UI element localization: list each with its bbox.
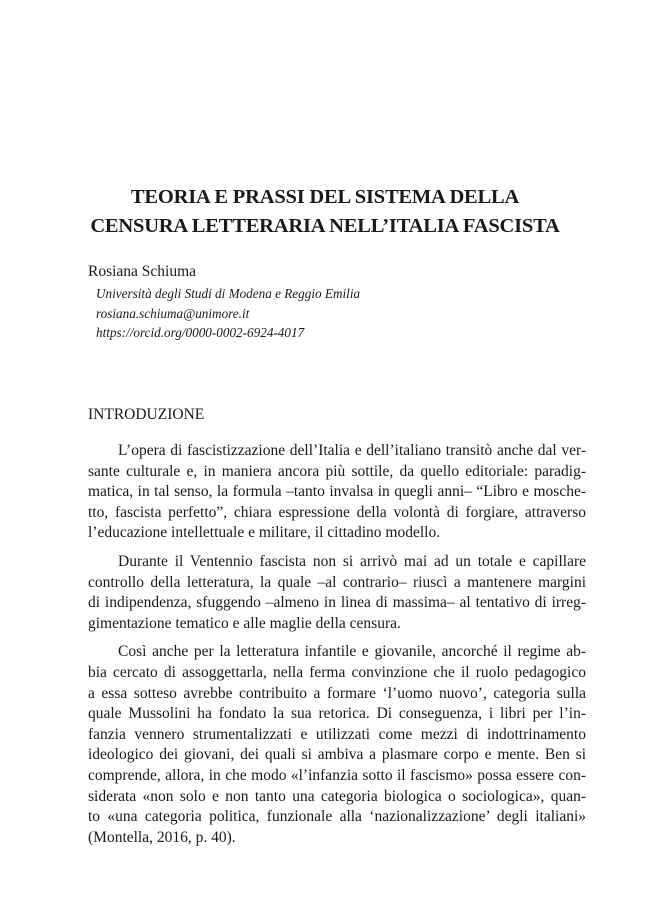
paragraph-line: matica, in tal senso, la formula –tanto invalsa in quegli anni– “Libro e mosche- bbox=[88, 483, 586, 501]
body-text bbox=[88, 441, 586, 856]
paragraph bbox=[88, 441, 586, 544]
paragraph-line: tto, fascista perfetto”, chiara espressione della volontà di forgiare, attraverso bbox=[88, 503, 586, 521]
author-orcid: https://orcid.org/0000-0002-6924-4017 bbox=[96, 325, 305, 340]
paragraph-line: Durante il Ventennio fascista non si arrivò mai ad un totale e capillare bbox=[118, 552, 586, 570]
paragraph bbox=[88, 642, 586, 848]
paragraph-line: to «una categoria politica, funzionale alla ‘nazionalizzazione’ degli italiani» bbox=[88, 808, 586, 826]
paragraph-line: (Montella, 2016, p. 40). bbox=[88, 828, 236, 846]
paragraph-line: quale Mussolini ha fondato la sua retorica. Di conseguenza, i libri per l’in- bbox=[88, 705, 586, 723]
article-title-line: CENSURA LETTERARIA NELL’ITALIA FASCISTA bbox=[90, 215, 560, 237]
author-email: rosiana.schiuma@unimore.it bbox=[96, 305, 250, 321]
paragraph-line: a essa sotteso avrebbe contribuito a formare ‘l’uomo nuovo’, categoria sulla bbox=[88, 684, 586, 702]
article-title bbox=[60, 183, 590, 241]
paragraph bbox=[88, 552, 586, 634]
paragraph-line: gimentazione tematico e alle maglie della censura. bbox=[88, 614, 401, 632]
paragraph-line: di indipendenza, sfuggendo –almeno in linea di massima– al tentativo di irreg- bbox=[88, 594, 586, 612]
paragraph-line: siderata «non solo e non tanto una categoria biologica o sociologica», quan- bbox=[88, 787, 586, 805]
paragraph-line: bia cercato di assoggettarla, nella ferma convinzione che il ruolo pedagogico bbox=[88, 663, 586, 681]
paragraph-line: L’opera di fascistizzazione dell’Italia e dell’italiano transitò anche dal ver- bbox=[118, 442, 586, 459]
section-heading: INTRODUZIONE bbox=[88, 406, 205, 423]
author-info bbox=[96, 284, 360, 343]
author-name: Rosiana Schiuma bbox=[88, 263, 197, 280]
author-affiliation: Università degli Studi di Modena e Reggio Emilia bbox=[96, 286, 361, 301]
paragraph-line: comprende, allora, in che modo «l’infanzia sotto il fascismo» possa essere con- bbox=[88, 766, 586, 784]
paragraph-line: sante culturale e, in maniera ancora più sottile, da quello editoriale: paradig- bbox=[88, 462, 586, 480]
paragraph-line: fanzia vennero strumentalizzati e utilizzati come mezzi di indottrinamento bbox=[88, 725, 586, 743]
article-title-line: TEORIA E PRASSI DEL SISTEMA DELLA bbox=[130, 186, 520, 208]
paragraph-line: ideologico dei giovani, dei quali si ambiva a plasmare corpo e mente. Ben si bbox=[88, 746, 586, 764]
paragraph-line: Così anche per la letteratura infantile e giovanile, ancorché il regime ab- bbox=[118, 643, 586, 661]
paragraph-line: controllo della letteratura, la quale –al contrario– riuscì a mantenere margini bbox=[88, 573, 586, 591]
paragraph-line: l’educazione intellettuale e militare, il cittadino modello. bbox=[88, 524, 441, 542]
